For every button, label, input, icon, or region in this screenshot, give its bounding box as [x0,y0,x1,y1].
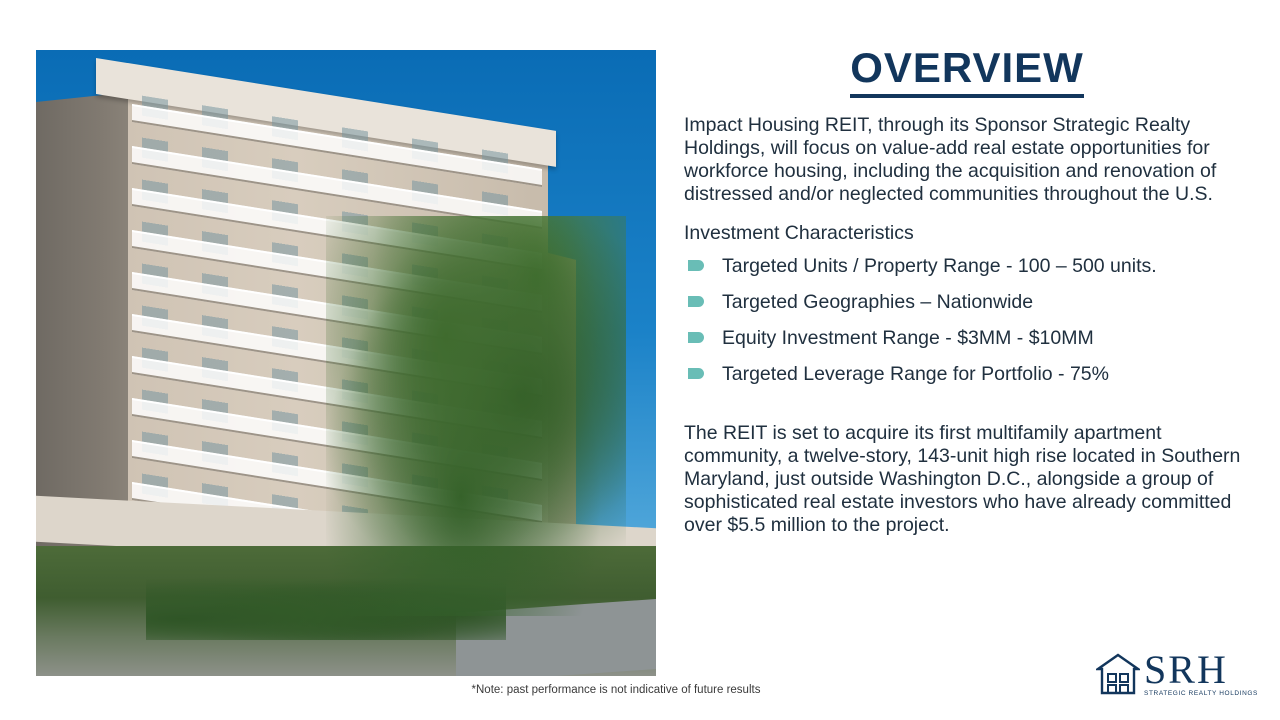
bullet-arrow-icon [688,332,704,343]
building-logo-icon [1096,653,1140,695]
bullet-arrow-icon [688,368,704,379]
content-column [684,44,1250,537]
list-item [684,255,1250,278]
logo-wordmark: SRH [1144,647,1228,692]
investment-characteristics-heading: Investment Characteristics [684,222,914,244]
list-item [684,363,1250,386]
srh-logo [1096,647,1258,698]
bullet-arrow-icon [688,296,704,307]
logo-tagline: STRATEGIC REALTY HOLDINGS [1144,690,1258,697]
investment-characteristics-list [684,255,1250,386]
list-item-label: Targeted Geographies – Nationwide [722,291,1034,313]
foreground-tree [326,216,626,616]
logo-text-block [1144,647,1258,698]
list-item-label: Targeted Units / Property Range - 100 – 500 units. [722,255,1157,277]
page-title-text: OVERVIEW [850,44,1084,98]
bullet-arrow-icon [688,260,704,271]
intro-paragraph: Impact Housing REIT, through its Sponsor Strategic Realty Holdings, will focus on value-add real estate opportunities for workforce housing, including the acquisition and renovation of distressed and/or neglected communities throughout the U.S. [684,114,1217,205]
apartment-building-photo [36,50,656,676]
closing-paragraph: The REIT is set to acquire its first multifamily apartment community, a twelve-story, 143-unit high rise located in Southern Maryland, just outside Washington D.C., alongside a group of sophisticated real estate investors who have already committed over $5.5 million to the project. [684,422,1241,536]
page-title [684,44,1250,114]
footnote: *Note: past performance is not indicative of future results [471,684,761,696]
list-item [684,291,1250,314]
list-item-label: Targeted Leverage Range for Portfolio - 75% [722,363,1109,385]
list-item [684,327,1250,350]
list-item-label: Equity Investment Range - $3MM - $10MM [722,327,1094,349]
